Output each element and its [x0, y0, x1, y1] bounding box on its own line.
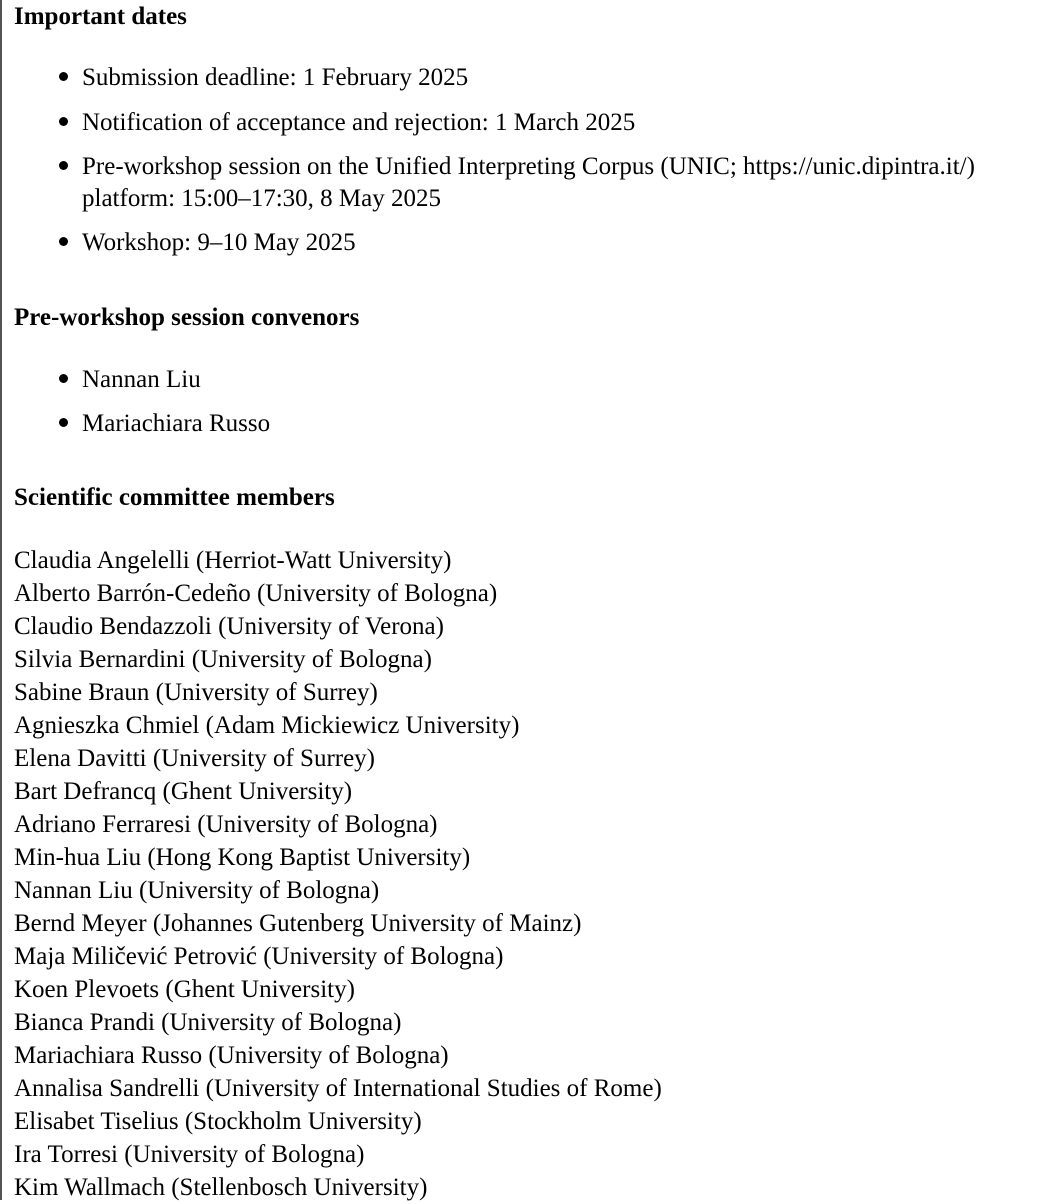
committee-member: Koen Plevoets (Ghent University) — [14, 976, 355, 1003]
bullet-icon — [59, 374, 68, 383]
committee-member: Ira Torresi (University of Bologna) — [14, 1141, 365, 1168]
committee-member: Nannan Liu (University of Bologna) — [14, 877, 380, 904]
convenor-name: Mariachiara Russo — [82, 410, 271, 437]
committee-heading: Scientific committee members — [14, 484, 335, 511]
date-item-text: Workshop: 9–10 May 2025 — [82, 229, 356, 256]
date-item-text: Submission deadline: 1 February 2025 — [82, 64, 469, 91]
committee-member: Adriano Ferraresi (University of Bologna) — [14, 811, 438, 838]
bullet-icon — [59, 72, 68, 81]
committee-member: Bart Defrancq (Ghent University) — [14, 778, 353, 805]
committee-member: Claudio Bendazzoli (University of Verona) — [14, 613, 444, 640]
committee-member: Min-hua Liu (Hong Kong Baptist University) — [14, 844, 471, 871]
convenors-heading: Pre-workshop session convenors — [14, 304, 360, 331]
committee-member: Elena Davitti (University of Surrey) — [14, 745, 376, 772]
important-dates-heading: Important dates — [14, 3, 187, 30]
committee-member: Alberto Barrón-Cedeño (University of Bologna) — [14, 580, 498, 607]
bullet-icon — [59, 418, 68, 427]
committee-member: Annalisa Sandrelli (University of International Studies of Rome) — [14, 1075, 662, 1102]
committee-member: Elisabet Tiselius (Stockholm University) — [14, 1108, 422, 1135]
committee-member: Sabine Braun (University of Surrey) — [14, 679, 378, 706]
date-item-text: Notification of acceptance and rejection: 1 March 2025 — [82, 109, 636, 136]
committee-member: Maja Miličević Petrović (University of Bologna) — [14, 943, 504, 970]
committee-member: Bernd Meyer (Johannes Gutenberg University of Mainz) — [14, 910, 582, 937]
bullet-icon — [59, 237, 68, 246]
committee-member-list — [14, 544, 662, 1204]
committee-member: Mariachiara Russo (University of Bologna) — [14, 1042, 449, 1069]
committee-member: Silvia Bernardini (University of Bologna) — [14, 646, 432, 673]
date-item-text: Pre-workshop session on the Unified Interpreting Corpus (UNIC; https://unic.dipintra.it/) — [82, 153, 975, 180]
committee-member: Agnieszka Chmiel (Adam Mickiewicz University) — [14, 712, 520, 739]
bullet-icon — [59, 117, 68, 126]
committee-member: Kim Wallmach (Stellenbosch University) — [14, 1174, 428, 1201]
date-item-text-continued: platform: 15:00–17:30, 8 May 2025 — [82, 185, 441, 212]
convenor-name: Nannan Liu — [82, 366, 201, 393]
committee-member: Claudia Angelelli (Herriot-Watt University) — [14, 547, 452, 574]
bullet-icon — [59, 161, 68, 170]
committee-member: Bianca Prandi (University of Bologna) — [14, 1009, 402, 1036]
